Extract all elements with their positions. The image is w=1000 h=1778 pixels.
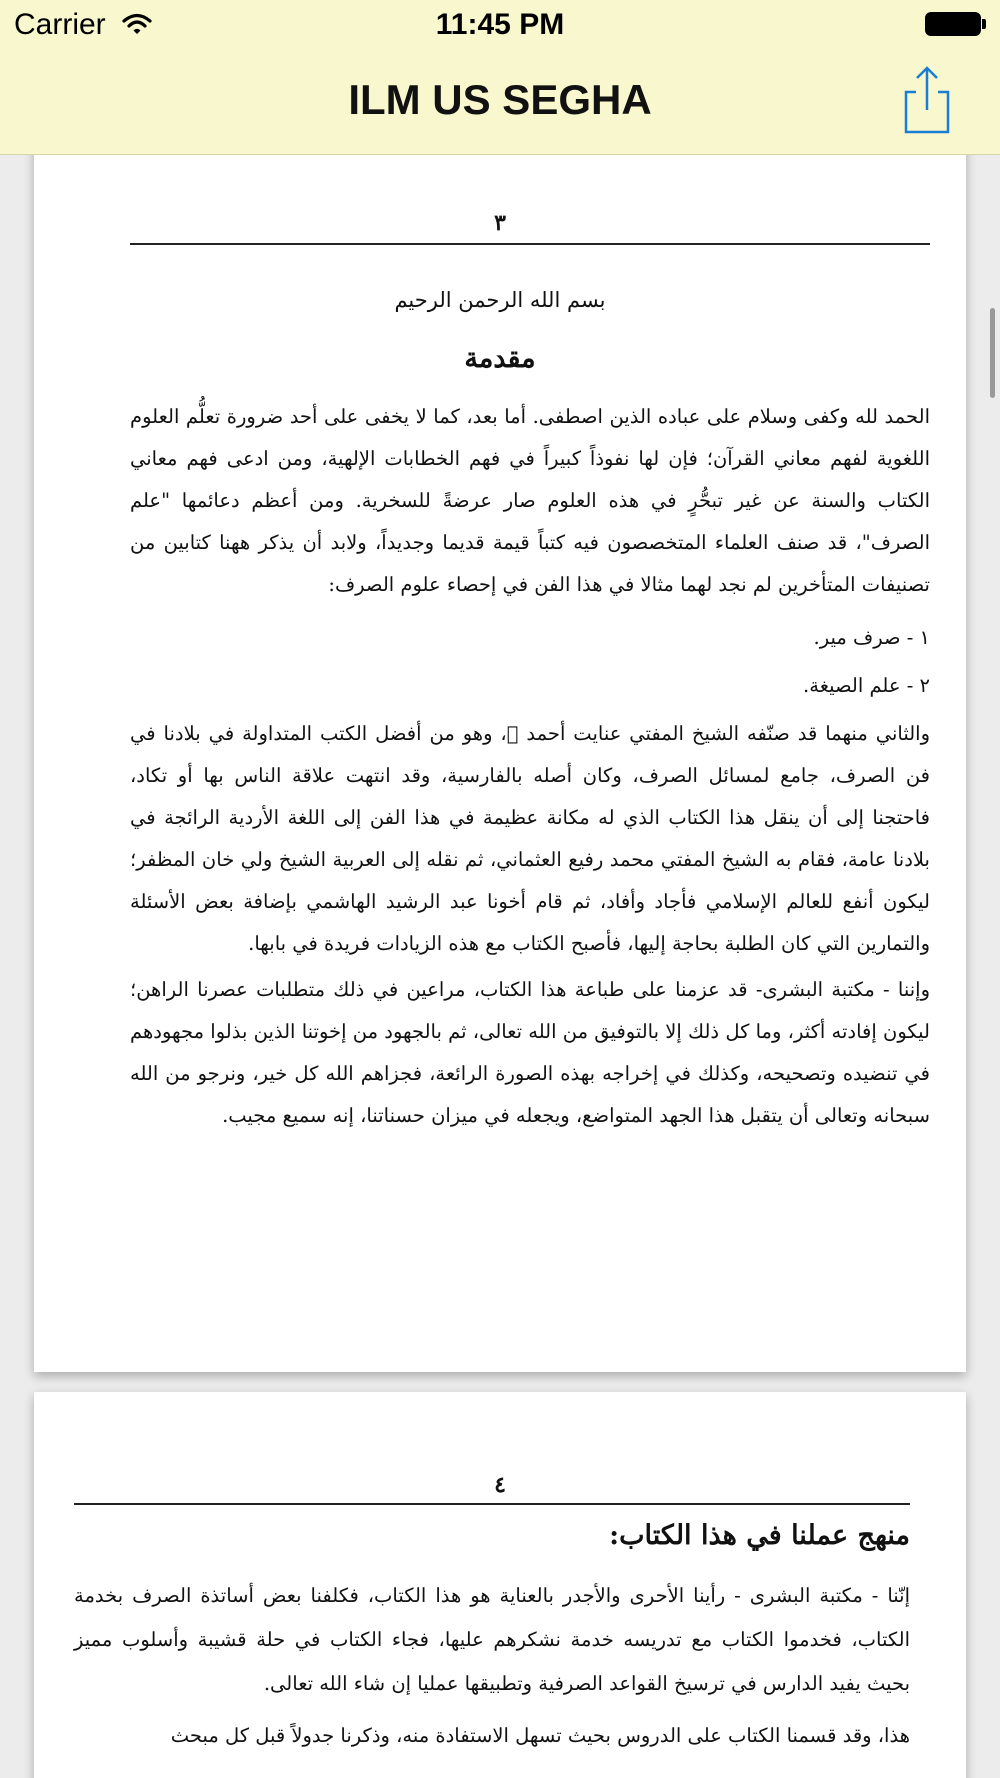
intro-paragraph: الحمد لله وكفى وسلام على عباده الذين اصطفى. أما بعد، كما لا يخفى على أحد ضرورة تعلُّم العلوم اللغوية لفهم معاني القرآن؛ فإن لها نفوذاً كبيراً في فهم الخطابات الإلهية، ومن ادعى فهم معاني الكتاب والسنة عن غير تبحُّرٍ في هذه العلوم صار عرضةً للسخرية. ومن أعظم دعائمها "علم الصرف"، قد صنف العلماء المتخصصون فيه كتباً قيمة قديما وجديداً، ولابد أن يذكر ههنا كتابين من تصنيفات المتأخرين لم نجد لهما مثالا في هذا الفن في إحصاء علوم الصرف: [130,405,930,596]
vertical-scrollbar[interactable] [990,308,995,398]
section-paragraph-2: هذا، وقد قسمنا الكتاب على الدروس بحيث تسهل الاستفادة منه، وذكرنا جدولاً قبل كل مبحث [170,1724,910,1747]
page-heading: مقدمة [464,343,536,374]
list-item: ١ - صرف مير. [813,626,930,649]
section-paragraph: إنّنا - مكتبة البشرى - رأينا الأحرى والأجدر بالعناية هو هذا الكتاب، فكلفنا بعض أساتذة الصرف بخدمة الكتاب، فخدموا الكتاب مع تدريسه خدمة نشكرهم عليها، فجاء الكتاب في حلة قشيبة وأسلوب مميز بحيث يفيد الدارس في ترسيخ القواعد الصرفية وتطبيقها عمليا إن شاء الله تعالى. [74,1584,910,1695]
nav-title: ILM US SEGHA [348,76,652,123]
page-number: ٤ [494,1472,506,1498]
basmala: بسم الله الرحمن الرحيم [394,288,606,312]
battery-icon [925,12,987,36]
carrier-label: Carrier [14,8,106,41]
header-rule [74,1503,910,1505]
book-page-4 [34,1392,966,1778]
book-page-3 [34,100,966,1372]
share-icon[interactable] [902,64,952,134]
page-number: ٣ [494,210,506,236]
third-paragraph: وإننا - مكتبة البشرى- قد عزمنا على طباعة هذا الكتاب، مراعين في ذلك متطلبات عصرنا الراهن؛ ليكون إفادته أكثر، وما كل ذلك إلا بالتوفيق من الله تعالى، ثم بالجهود من إخوتنا الذين بذلوا مجهودهم في تنضيده وتصحيحه، وكذلك في إخراجه بهذه الصورة الرائعة، فجزاهم الله كل خير، ونرجو من الله سبحانه وتعالى أن يتقبل هذا الجهد المتواضع، ويجعله في ميزان حسناتنا، إنه سميع مجيب. [130,978,930,1127]
header-rule [130,243,930,245]
second-paragraph: والثاني منهما قد صنّفه الشيخ المفتي عنايت أحمد ﷫، وهو من أفضل الكتب المتداولة في بلادنا في فن الصرف، جامع لمسائل الصرف، وكان أصله بالفارسية، وقد انتهت علاقة الناس بها أو تكاد، فاحتجنا إلى أن ينقل هذا الكتاب الذي له مكانة عظيمة في هذا الفن إلى اللغة الأردية الرائجة في بلادنا عامة، فقام به الشيخ المفتي محمد رفيع العثماني، ثم نقله إلى العربية الشيخ ولي خان المظفر؛ ليكون أنفع للعالم الإسلامي فأجاد وأفاد، ثم قام أخونا عبد الرشيد الهاشمي بإضافة بعض الأسئلة والتمارين التي كان الطلبة بحاجة إليها، فأصبح الكتاب مع هذه الزيادات فريدة في بابها. [130,722,930,955]
status-bar [0,0,1000,50]
list-item: ٢ - علم الصيغة. [803,674,930,697]
top-bar [0,0,1000,155]
section-heading: منهج عملنا في هذا الكتاب: [609,1520,910,1551]
status-time: 11:45 PM [435,8,565,41]
